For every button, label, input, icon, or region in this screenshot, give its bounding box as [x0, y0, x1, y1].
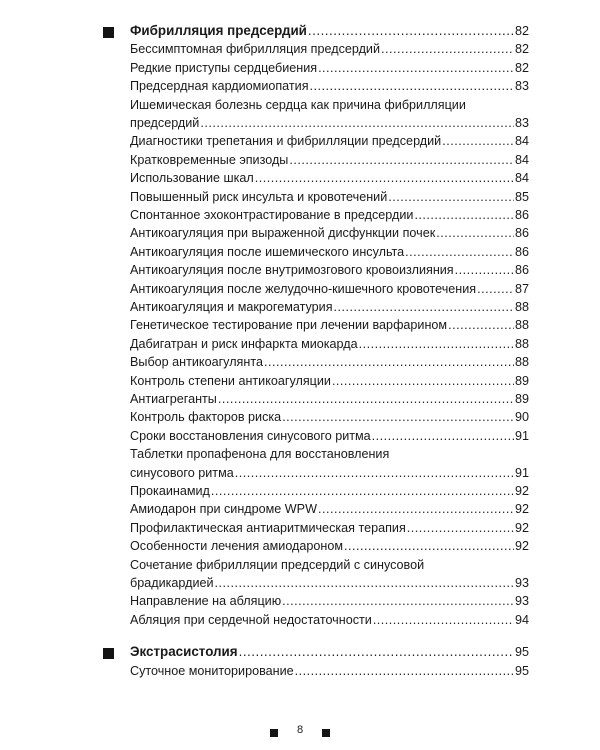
- section-marker-icon: [103, 27, 114, 38]
- toc-entry[interactable]: Повышенный риск инсульта и кровотечений ..... 85: [130, 188, 529, 206]
- toc-entry[interactable]: предсердий ..... 83: [130, 114, 529, 132]
- toc-entry[interactable]: Предсердная кардиомиопатия ..... 83: [130, 77, 529, 95]
- toc-entry[interactable]: Антикоагуляция и макрогематурия ..... 88: [130, 298, 529, 316]
- toc-entry[interactable]: Абляция при сердечной недостаточности ..... 94: [130, 611, 529, 629]
- toc-entry[interactable]: Антикоагуляция при выраженной дисфункции почек ..... 86: [130, 224, 529, 242]
- section-heading[interactable]: Фибрилляция предсердий ..... 82: [130, 22, 529, 40]
- toc-entry[interactable]: Прокаинамид ..... 92: [130, 482, 529, 500]
- toc-entry[interactable]: Выбор антикоагулянта ..... 88: [130, 353, 529, 371]
- toc-entry[interactable]: Контроль степени антикоагуляции ..... 89: [130, 372, 529, 390]
- section-marker-icon: [103, 648, 114, 659]
- toc-entry[interactable]: Контроль факторов риска ..... 90: [130, 408, 529, 426]
- toc-entry[interactable]: Генетическое тестирование при лечении варфарином ..... 88: [130, 316, 529, 334]
- toc-entry[interactable]: Кратковременные эпизоды ..... 84: [130, 151, 529, 169]
- toc-entry[interactable]: Антикоагуляция после ишемического инсульта ..... 86: [130, 243, 529, 261]
- page-number: 8: [296, 724, 304, 736]
- toc-entry[interactable]: Амиодарон при синдроме WPW ..... 92: [130, 500, 529, 518]
- toc-entry[interactable]: Диагностики трепетания и фибрилляции предсердий ..... 84: [130, 132, 529, 150]
- toc-entry[interactable]: Спонтанное эхоконтрастирование в предсердии ..... 86: [130, 206, 529, 224]
- toc-entry[interactable]: Редкие приступы сердцебиения ..... 82: [130, 59, 529, 77]
- section-heading[interactable]: Экстрасистолия ..... 95: [130, 643, 529, 661]
- footer-square-left-icon: [270, 729, 278, 737]
- toc-entry-line1[interactable]: Сочетание фибрилляции предсердий с синусовой: [130, 557, 425, 572]
- toc-entry[interactable]: Дабигатран и риск инфаркта миокарда ..... 88: [130, 335, 529, 353]
- toc-entry[interactable]: Бессимптомная фибрилляция предсердий ..... 82: [130, 40, 529, 58]
- toc-entry[interactable]: Направление на абляцию ..... 93: [130, 592, 529, 610]
- toc-entry[interactable]: Использование шкал ..... 84: [130, 169, 529, 187]
- toc-entry[interactable]: Антиагреганты ..... 89: [130, 390, 529, 408]
- toc-entry[interactable]: Суточное мониторирование ..... 95: [130, 662, 529, 680]
- toc-entry[interactable]: синусового ритма ..... 91: [130, 464, 529, 482]
- footer-square-right-icon: [322, 729, 330, 737]
- toc-entry-line1[interactable]: Таблетки пропафенона для восстановления: [130, 447, 390, 462]
- toc-entry[interactable]: Профилактическая антиаритмическая терапия ..... 92: [130, 519, 529, 537]
- toc-entry[interactable]: Сроки восстановления синусового ритма ..... 91: [130, 427, 529, 445]
- toc-entry[interactable]: Антикоагуляция после внутримозгового кровоизлияния ..... 86: [130, 261, 529, 279]
- toc-entry[interactable]: Особенности лечения амиодароном ..... 92: [130, 537, 529, 555]
- toc-entry[interactable]: брадикардией ..... 93: [130, 574, 529, 592]
- toc-entry[interactable]: Антикоагуляция после желудочно-кишечного кровотечения ..... 87: [130, 280, 529, 298]
- toc-entry-line1[interactable]: Ишемическая болезнь сердца как причина фибрилляции: [130, 97, 466, 112]
